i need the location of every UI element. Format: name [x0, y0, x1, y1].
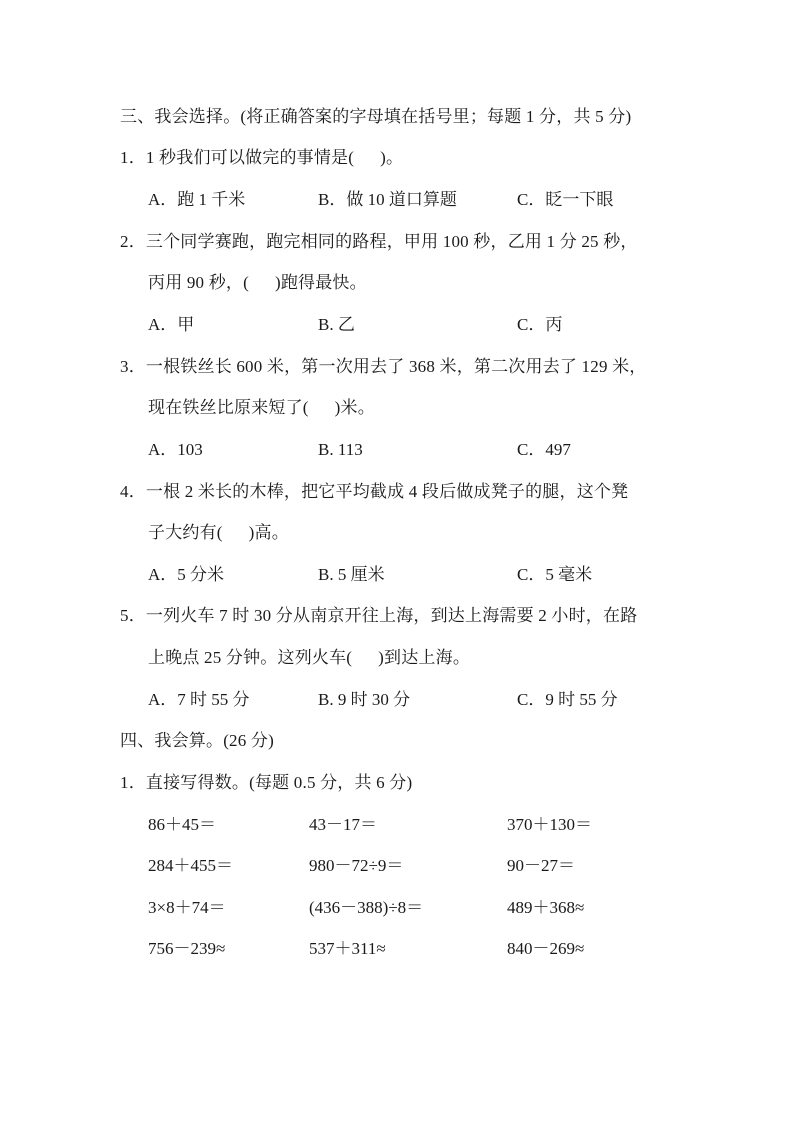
question-2-line-1: 2．三个同学赛跑，跑完相同的路程，甲用 100 秒，乙用 1 分 25 秒， — [120, 232, 638, 251]
calc-item: 756－239≈ — [148, 939, 226, 958]
q2-option-c: C．丙 — [517, 315, 563, 334]
question-1-stem-end: )。 — [380, 148, 404, 167]
question-2-line-2 — [148, 272, 367, 294]
q4-option-b: B. 5 厘米 — [318, 565, 385, 584]
calc-item: 537＋311≈ — [309, 939, 386, 958]
q3-option-a: A．103 — [148, 440, 203, 459]
calc-item: 284＋455＝ — [148, 856, 233, 875]
question-2-stem: 丙用 90 秒，( — [148, 273, 249, 292]
question-4-line-2 — [148, 522, 289, 544]
question-5-line-1: 5．一列火车 7 时 30 分从南京开往上海，到达上海需要 2 小时，在路 — [120, 606, 638, 625]
calc-item: (436－388)÷8＝ — [309, 898, 424, 917]
question-3-stem-end: )米。 — [334, 398, 375, 417]
calc-item: 370＋130＝ — [507, 815, 592, 834]
calc-item: 3×8＋74＝ — [148, 898, 226, 917]
calc-item: 43－17＝ — [309, 815, 377, 834]
question-3-line-2 — [148, 397, 375, 419]
question-3-line-1: 3．一根铁丝长 600 米，第一次用去了 368 米，第二次用去了 129 米， — [120, 357, 647, 376]
subsection-1-title: 1．直接写得数。(每题 0.5 分，共 6 分) — [120, 773, 413, 792]
q5-option-b: B. 9 时 30 分 — [318, 690, 411, 709]
q2-option-b: B. 乙 — [318, 315, 355, 334]
q3-option-b: B. 113 — [318, 440, 363, 459]
calc-item: 980－72÷9＝ — [309, 856, 404, 875]
section-3-heading: 三、我会选择。(将正确答案的字母填在括号里；每题 1 分，共 5 分) — [120, 107, 632, 126]
question-2-stem-end: )跑得最快。 — [274, 273, 367, 292]
q4-option-c: C．5 毫米 — [517, 565, 593, 584]
question-1-text — [120, 147, 403, 169]
calc-item: 90－27＝ — [507, 856, 575, 875]
question-5-line-2 — [148, 647, 470, 669]
q1-option-b: B．做 10 道口算题 — [318, 190, 457, 209]
q2-option-a: A．甲 — [148, 315, 195, 334]
question-4-stem: 子大约有( — [148, 523, 223, 542]
q1-option-a: A．跑 1 千米 — [148, 190, 246, 209]
question-1-stem: 1．1 秒我们可以做完的事情是( — [120, 148, 355, 167]
question-4-stem-end: )高。 — [248, 523, 289, 542]
q1-option-c: C．眨一下眼 — [517, 190, 614, 209]
q5-option-c: C．9 时 55 分 — [517, 690, 618, 709]
question-5-stem-end: )到达上海。 — [378, 648, 471, 667]
calc-item: 86＋45＝ — [148, 815, 216, 834]
q3-option-c: C．497 — [517, 440, 571, 459]
question-5-stem: 上晚点 25 分钟。这列火车( — [148, 648, 353, 667]
q5-option-a: A．7 时 55 分 — [148, 690, 250, 709]
calc-item: 489＋368≈ — [507, 898, 585, 917]
question-3-stem: 现在铁丝比原来短了( — [148, 398, 309, 417]
q4-option-a: A．5 分米 — [148, 565, 225, 584]
section-4-heading: 四、我会算。(26 分) — [120, 731, 274, 750]
question-4-line-1: 4．一根 2 米长的木棒，把它平均截成 4 段后做成凳子的腿，这个凳 — [120, 482, 629, 501]
calc-item: 840－269≈ — [507, 939, 585, 958]
